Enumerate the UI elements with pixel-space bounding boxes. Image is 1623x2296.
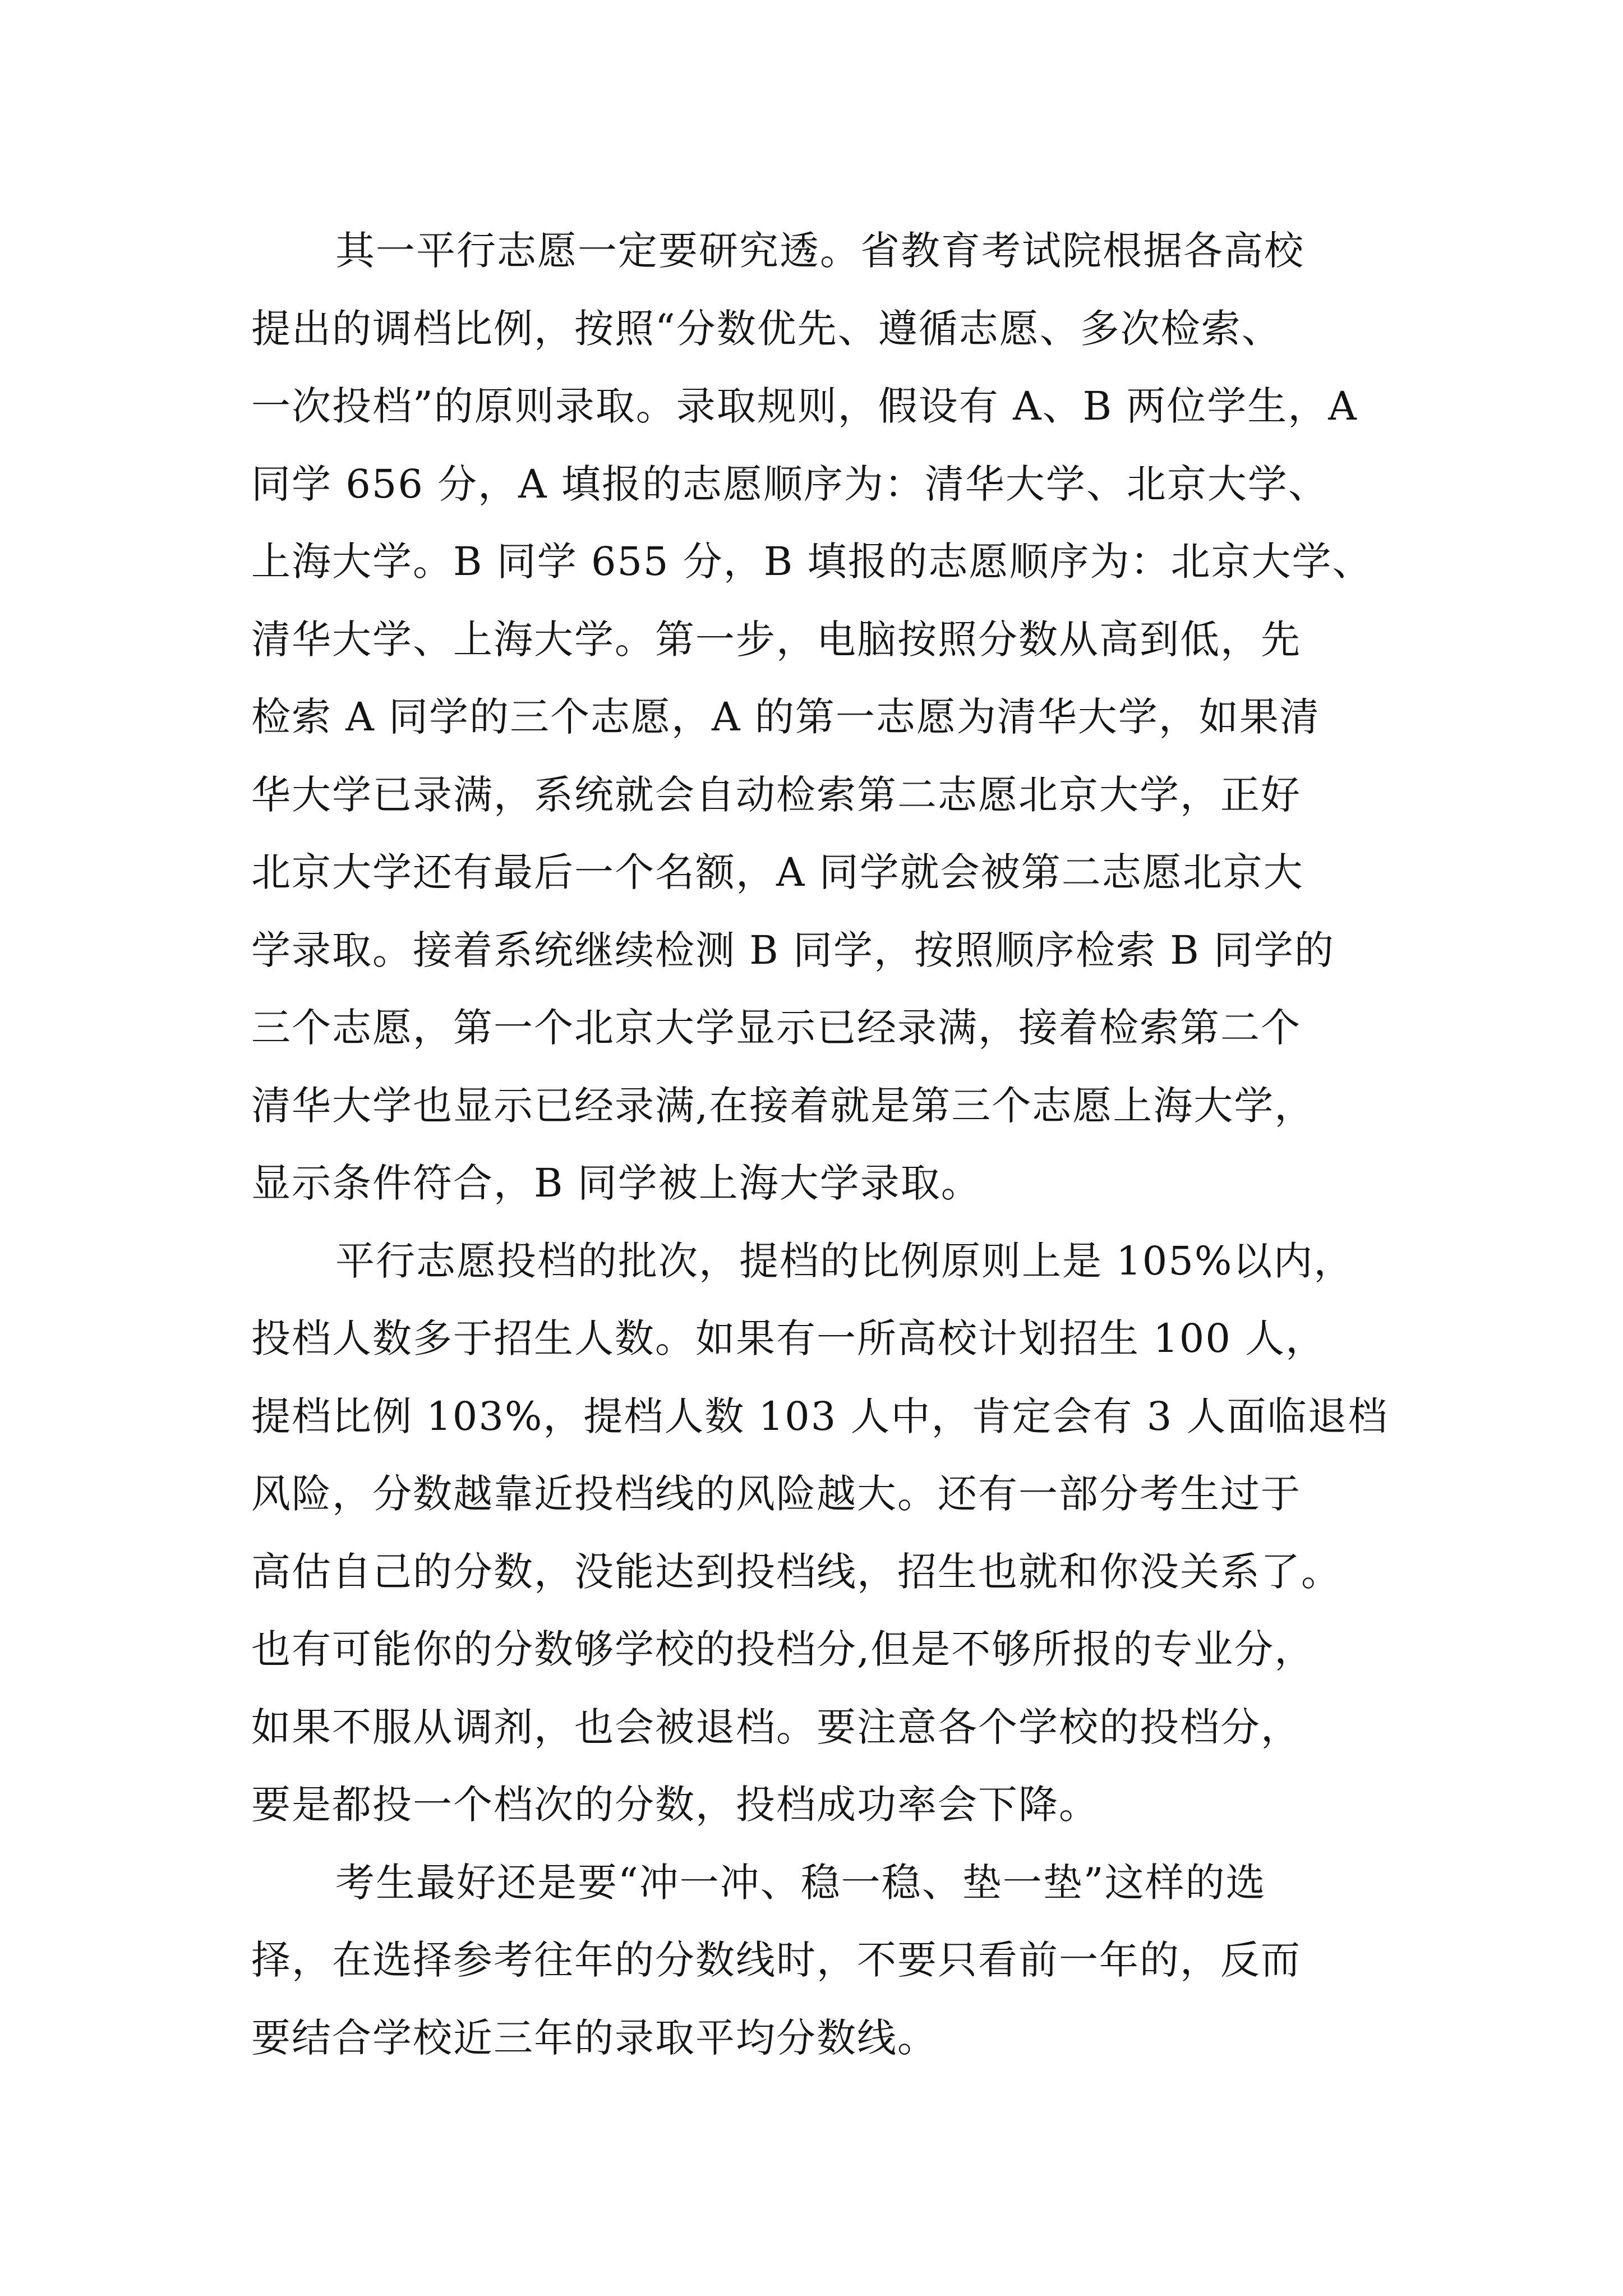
text-line: 一次投档”的原则录取。录取规则，假设有 A、B 两位学生，A <box>251 383 1358 429</box>
text-line: 要结合学校近三年的录取平均分数线。 <box>251 2014 938 2061</box>
text-line: 显示条件符合，B 同学被上海大学录取。 <box>251 1160 981 1206</box>
text-line: 提出的调档比例，按照“分数优先、遵循志愿、多次检索、 <box>251 305 1282 352</box>
text-line: 清华大学也显示已经录满,在接着就是第三个志愿上海大学， <box>251 1082 1315 1129</box>
text-line: 平行志愿投档的批次，提档的比例原则上是 105%以内， <box>335 1237 1354 1284</box>
text-line: 清华大学、上海大学。第一步，电脑按照分数从高到低，先 <box>251 616 1301 662</box>
text-line: 上海大学。B 同学 655 分，B 填报的志愿顺序为：北京大学、 <box>251 539 1373 585</box>
text-line: 三个志愿，第一个北京大学显示已经录满，接着检索第二个 <box>251 1005 1301 1051</box>
text-line: 考生最好还是要“冲一冲、稳一稳、垫一垫”这样的选 <box>335 1859 1266 1906</box>
text-line: 检索 A 同学的三个志愿，A 的第一志愿为清华大学，如果清 <box>251 694 1320 740</box>
text-line: 高估自己的分数，没能达到投档线，招生也就和你没关系了。 <box>251 1548 1341 1595</box>
text-line: 投档人数多于招生人数。如果有一所高校计划招生 100 人， <box>251 1315 1326 1361</box>
text-line: 同学 656 分，A 填报的志愿顺序为：清华大学、北京大学、 <box>251 461 1329 507</box>
text-line: 也有可能你的分数够学校的投档分,但是不够所报的专业分， <box>251 1626 1315 1672</box>
text-line: 如果不服从调剂，也会被退档。要注意各个学校的投档分， <box>251 1704 1301 1750</box>
text-line: 择，在选择参考往年的分数线时，不要只看前一年的，反而 <box>251 1937 1301 1983</box>
text-line: 华大学已录满，系统就会自动检索第二志愿北京大学，正好 <box>251 771 1301 818</box>
document-body <box>251 212 1440 2077</box>
text-line: 学录取。接着系统继续检测 B 同学，按照顺序检索 B 同学的 <box>251 927 1335 973</box>
paragraph-filing-ratio <box>251 1222 1440 1844</box>
paragraph-parallel-volunteer-rules <box>251 212 1440 1222</box>
text-line: 提档比例 103%，提档人数 103 人中，肯定会有 3 人面临退档 <box>251 1393 1389 1439</box>
text-line: 要是都投一个档次的分数，投档成功率会下降。 <box>251 1782 1099 1828</box>
text-line: 风险，分数越靠近投档线的风险越大。还有一部分考生过于 <box>251 1471 1301 1517</box>
paragraph-advice <box>251 1844 1440 2077</box>
text-line: 其一平行志愿一定要研究透。省教育考试院根据各高校 <box>335 228 1304 274</box>
text-line: 北京大学还有最后一个名额，A 同学就会被第二志愿北京大 <box>251 849 1304 895</box>
